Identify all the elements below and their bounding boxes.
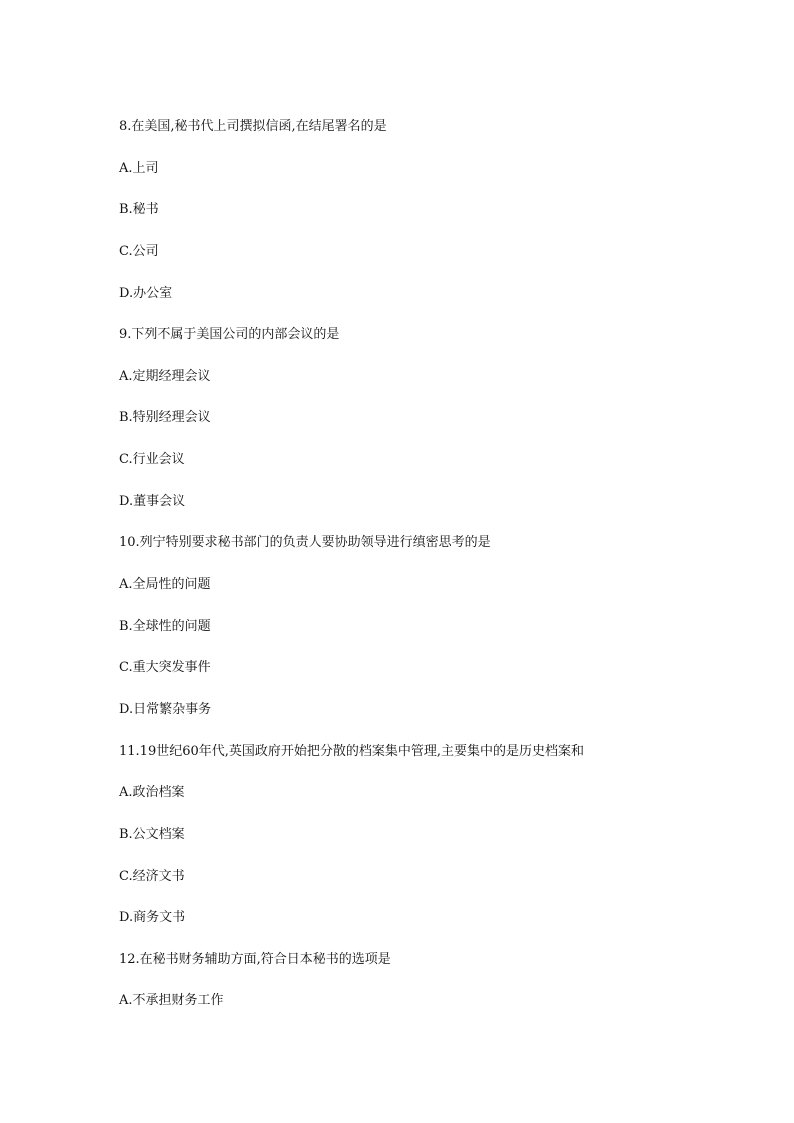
question-10-option-d: D.日常繁杂事务 bbox=[119, 701, 212, 717]
question-9-option-d: D.董事会议 bbox=[119, 493, 186, 509]
question-8-option-c: C.公司 bbox=[119, 243, 159, 259]
question-8-option-b: B.秘书 bbox=[119, 202, 159, 218]
question-8-option-d: D.办公室 bbox=[119, 285, 173, 301]
question-9-option-b: B.特别经理会议 bbox=[119, 410, 211, 426]
question-10-option-a: A.全局性的问题 bbox=[119, 577, 211, 593]
question-10-option-b: B.全球性的问题 bbox=[119, 618, 211, 634]
question-9-option-a: A.定期经理会议 bbox=[119, 368, 211, 384]
question-8-option-a: A.上司 bbox=[119, 160, 159, 176]
question-9-stem: 9.下列不属于美国公司的内部会议的是 bbox=[119, 327, 340, 343]
question-11-stem: 11.19世纪60年代,英国政府开始把分散的档案集中管理,主要集中的是历史档案和 bbox=[119, 743, 585, 759]
question-9-option-c: C.行业会议 bbox=[119, 452, 185, 468]
question-12-stem: 12.在秘书财务辅助方面,符合日本秘书的选项是 bbox=[119, 951, 391, 967]
question-10-option-c: C.重大突发事件 bbox=[119, 660, 211, 676]
question-12-option-a: A.不承担财务工作 bbox=[119, 993, 224, 1009]
question-11-option-d: D.商务文书 bbox=[119, 910, 186, 926]
question-list bbox=[119, 117, 739, 1033]
question-11-option-b: B.公文档案 bbox=[119, 826, 185, 842]
question-10-stem: 10.列宁特别要求秘书部门的负责人要协助领导进行缜密思考的是 bbox=[119, 535, 491, 551]
question-8-stem: 8.在美国,秘书代上司撰拟信函,在结尾署名的是 bbox=[119, 119, 387, 134]
question-11-option-c: C.经济文书 bbox=[119, 868, 185, 884]
question-11-option-a: A.政治档案 bbox=[119, 785, 185, 801]
